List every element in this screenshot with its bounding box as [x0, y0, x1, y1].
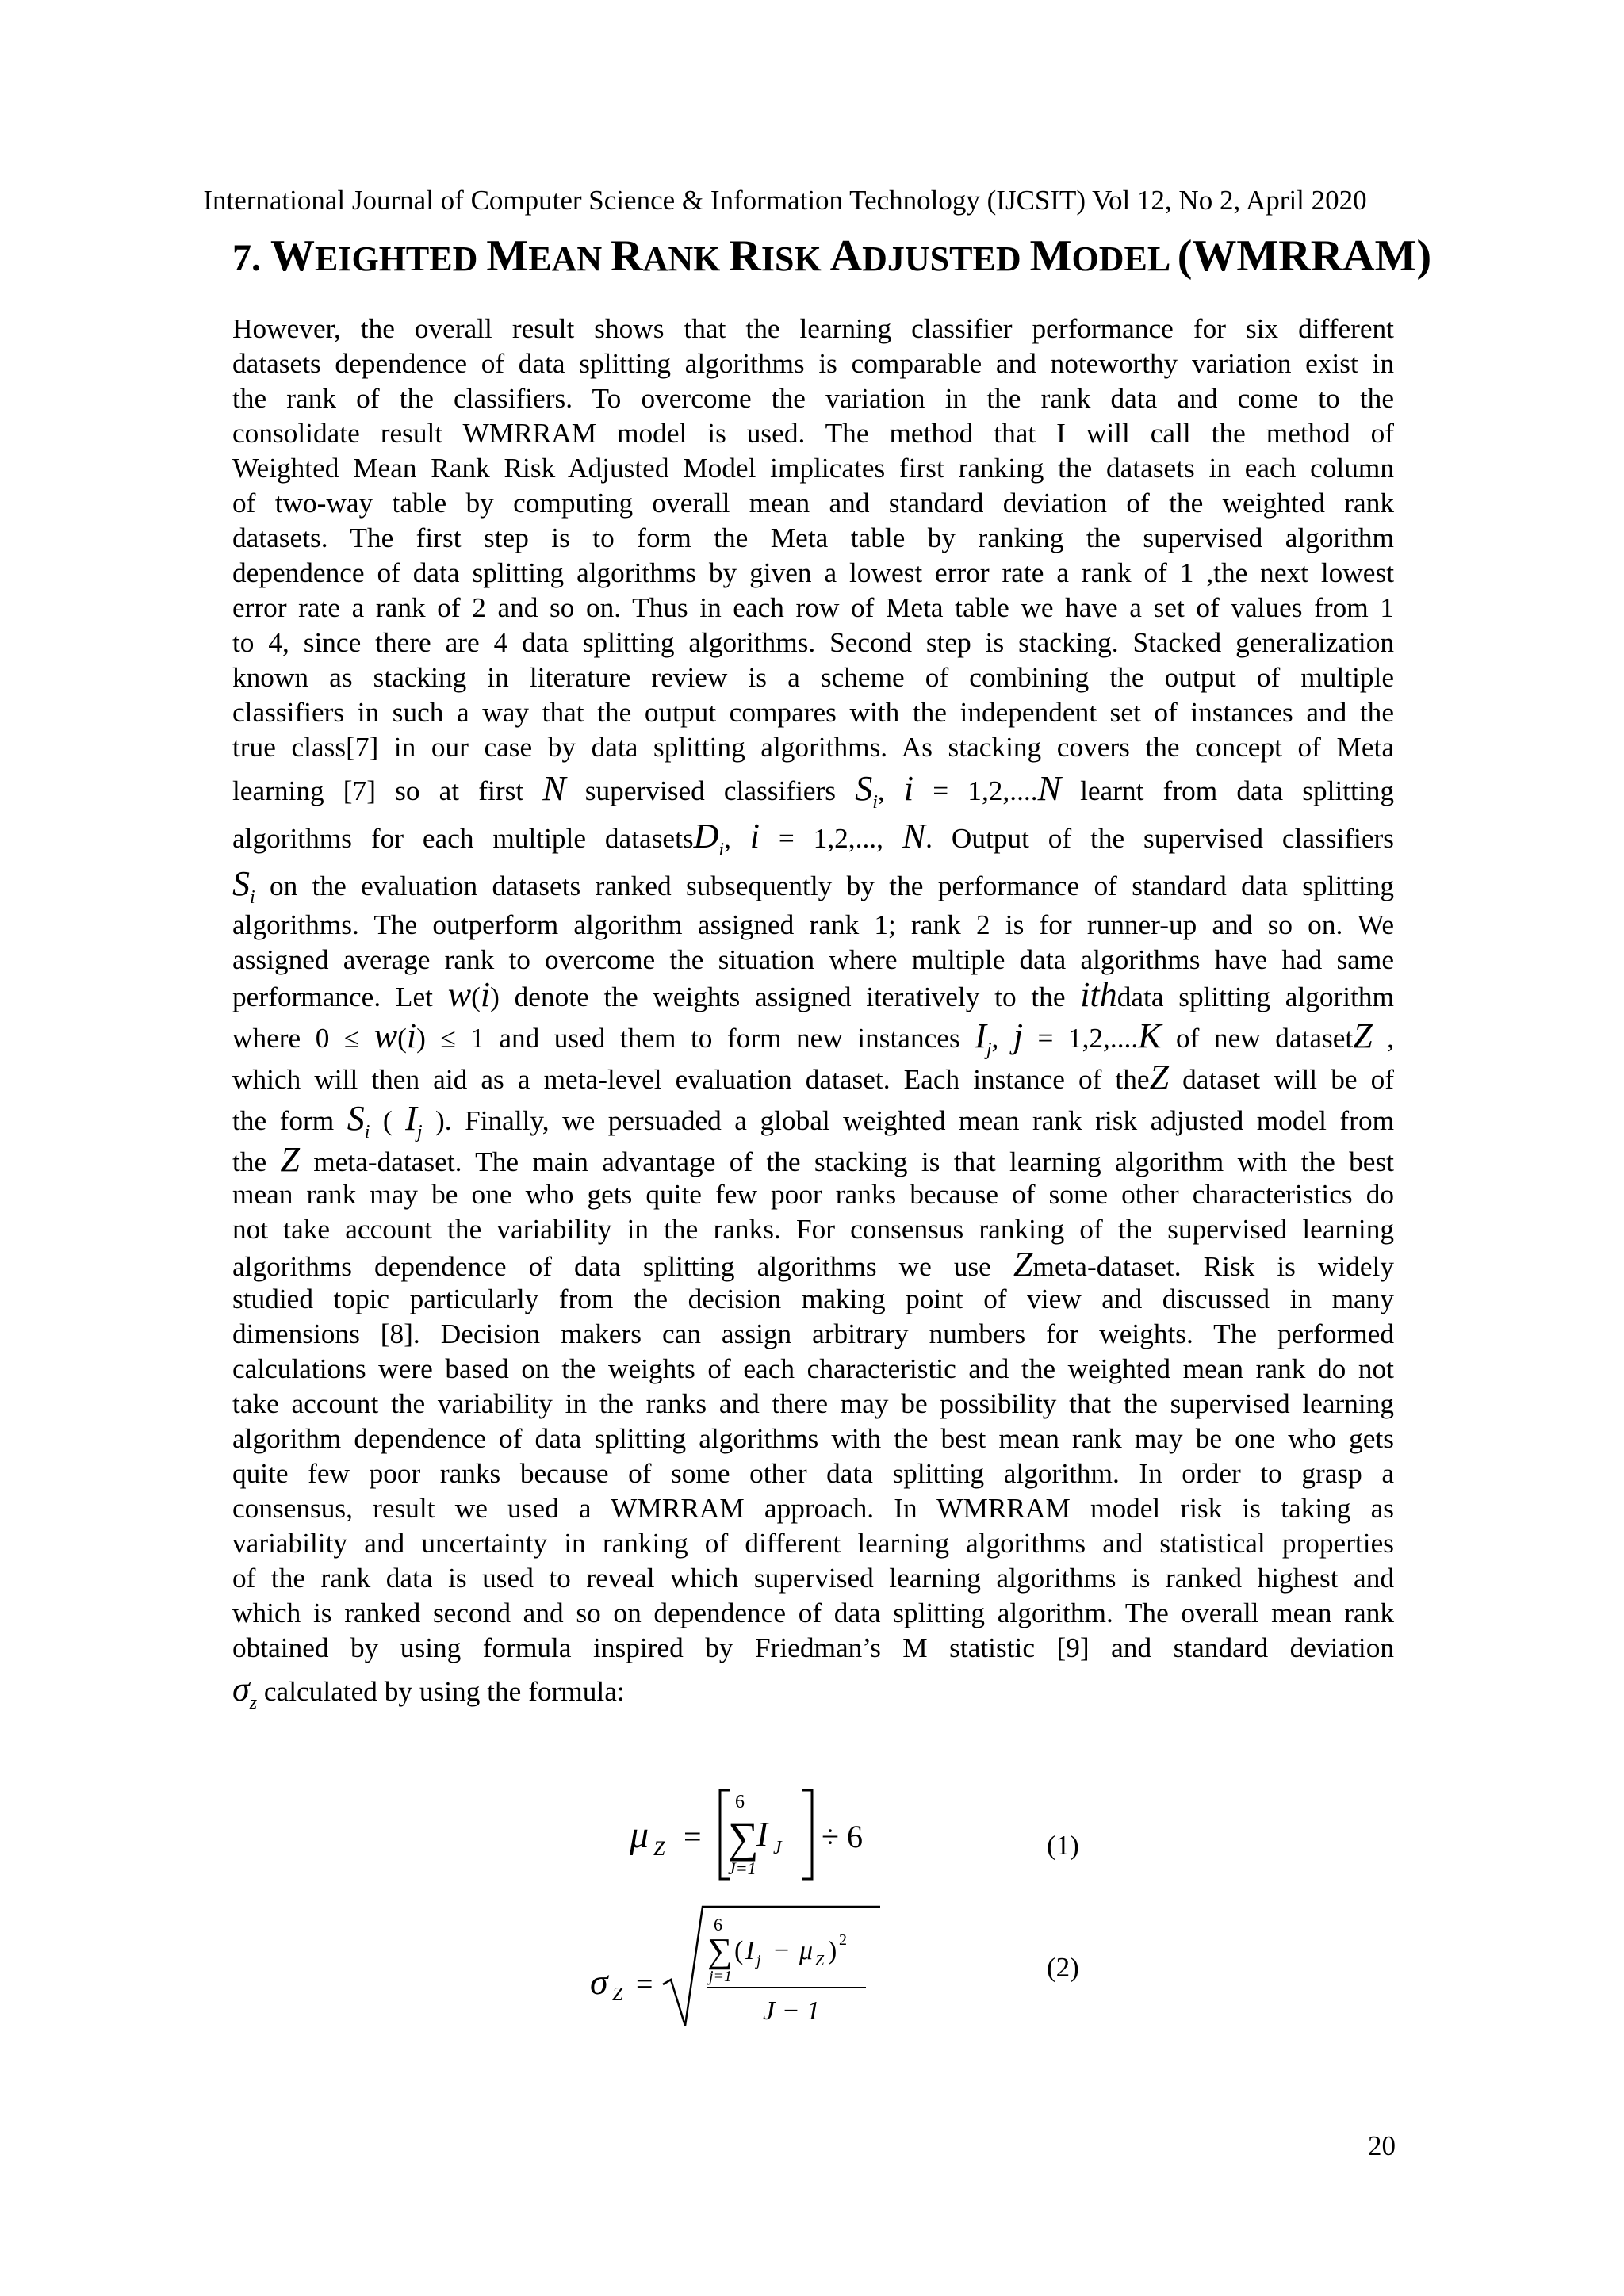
body-line: which is ranked second and so on dependence of data splitting algorithm. The overall mean rank: [232, 1598, 1394, 1628]
eq1-I-sub: J: [773, 1838, 782, 1858]
eq2-sum-bottom: j=1: [709, 1968, 733, 1985]
body-line: mean rank may be one who gets quite few poor ranks because of some other characteristics do: [232, 1179, 1394, 1210]
body-line: to 4, since there are 4 data splitting algorithms. Second step is stacking. Stacked generalization: [232, 627, 1394, 658]
eq2-mu-sub: Z: [815, 1952, 825, 1969]
body-line: consensus, result we used a WMRRAM approach. In WMRRAM model risk is taking as: [232, 1493, 1394, 1524]
body-line: not take account the variability in the ranks. For consensus ranking of the supervised learning: [232, 1214, 1394, 1245]
equation-number-2: (2): [1047, 1952, 1079, 1983]
eq2-open-paren: (: [734, 1936, 744, 1965]
body-line-math: where 0 ≤ w(i) ≤ 1 and used them to form new instances $I_j$, j = 1,2,....K of new datasetZ ,: [232, 1016, 1394, 1060]
body-line: dimensions [8]. Decision makers can assign arbitrary numbers for weights. The performed: [232, 1318, 1394, 1349]
eq2-sum-top: 6: [714, 1915, 722, 1934]
section-title: 7. WEIGHTED MEAN RANK RISK ADJUSTED MODEL (WMRRAM): [232, 232, 1432, 281]
body-line-math: the form $S_i$ ( $I_j$ ). Finally, we persuaded a global weighted mean rank risk adjusted model from: [232, 1099, 1395, 1142]
eq1-mu: μ: [630, 1814, 649, 1856]
eq2-sigma-sub: Z: [612, 1984, 623, 2005]
eq2-square: 2: [839, 1931, 847, 1949]
body-line: of two-way table by computing overall mean and standard deviation of the weighted rank: [232, 488, 1394, 519]
body-paragraph: [232, 312, 1394, 1713]
body-line: variability and uncertainty in ranking of different learning algorithms and statistical properties: [232, 1528, 1394, 1559]
body-line: assigned average rank to overcome the situation where multiple data algorithms have had same: [232, 944, 1394, 975]
equation-std-dev: [587, 1899, 888, 2034]
body-line: datasets. The first step is to form the Meta table by ranking the supervised algorithm: [232, 522, 1394, 553]
body-line-math: learning [7] so at first N supervised classifiers $S_i$, i = 1,2,....N learnt from data splitting: [232, 769, 1394, 813]
body-line: However, the overall result shows that the learning classifier performance for six different: [232, 313, 1394, 344]
eq2-sum-sign: ∑: [707, 1931, 733, 1970]
body-line: error rate a rank of 2 and so on. Thus in each row of Meta table we have a set of values from 1: [232, 592, 1394, 623]
eq2-I-sub: j: [756, 1952, 761, 1969]
body-line: obtained by using formula inspired by Friedman’s M statistic [9] and standard deviation: [232, 1632, 1394, 1663]
eq1-sum-bottom: J=1: [728, 1858, 756, 1878]
body-line-math: the Z meta-dataset. The main advantage of the stacking is that learning algorithm with the best: [232, 1140, 1394, 1179]
eq2-minus: −: [774, 1936, 790, 1965]
body-line: quite few poor ranks because of some other data splitting algorithm. In order to grasp a: [232, 1458, 1394, 1489]
equation-mean-rank: [619, 1776, 904, 1895]
eq2-mu: μ: [799, 1936, 814, 1965]
body-line-math: algorithms for each multiple datasetsD$_i$, i = 1,2,..., N. Output of the supervised classifiers: [232, 817, 1395, 860]
eq2-close-paren: ): [828, 1936, 837, 1965]
body-line-math: performance. Let w(i) denote the weights assigned iteratively to the ithdata splitting algorithm: [232, 975, 1395, 1014]
eq1-right-bracket: [802, 1790, 812, 1879]
body-line: Weighted Mean Rank Risk Adjusted Model implicates first ranking the datasets in each column: [232, 453, 1394, 484]
body-line: studied topic particularly from the decision making point of view and discussed in many: [232, 1284, 1394, 1314]
body-line: calculations were based on the weights of each characteristic and the weighted mean rank do not: [232, 1353, 1394, 1384]
page-number: 20: [1368, 2130, 1396, 2161]
eq1-I: I: [756, 1815, 768, 1854]
body-line-math: $\sigma_z$ calculated by using the formula:: [232, 1670, 625, 1713]
body-line: the rank of the classifiers. To overcome the variation in the rank data and come to the: [232, 383, 1394, 414]
body-line: algorithms. The outperform algorithm assigned rank 1; rank 2 is for runner-up and so on. We: [232, 909, 1394, 940]
body-line-math: $S_i$ on the evaluation datasets ranked subsequently by the performance of standard data splitting: [232, 864, 1395, 908]
eq1-sum-top: 6: [735, 1792, 745, 1812]
body-line: known as stacking in literature review is a scheme of combining the output of multiple: [232, 662, 1394, 693]
eq2-equals: =: [636, 1968, 653, 2001]
body-line-math: algorithms dependence of data splitting algorithms we use Zmeta-dataset. Risk is widely: [232, 1245, 1394, 1284]
eq1-sum-sign: ∑: [728, 1814, 759, 1862]
body-line: consolidate result WMRRAM model is used. The method that I will call the method of: [232, 418, 1394, 449]
body-line: dependence of data splitting algorithms by given a lowest error rate a rank of 1 ,the next lowest: [232, 557, 1394, 588]
eq1-divide: ÷ 6: [822, 1819, 863, 1854]
eq1-mu-sub: Z: [653, 1837, 665, 1860]
equation-number-1: (1): [1047, 1830, 1079, 1861]
eq2-denominator: J − 1: [763, 1996, 821, 2026]
body-line: true class[7] in our case by data splitting algorithms. As stacking covers the concept of Meta: [232, 732, 1394, 763]
body-line: take account the variability in the ranks and there may be possibility that the supervised learning: [232, 1388, 1394, 1419]
eq1-equals: =: [684, 1819, 702, 1854]
running-header: International Journal of Computer Science & Information Technology (IJCSIT) Vol 12, No 2, April 2020: [203, 185, 1367, 216]
body-line-math: which will then aid as a meta-level evaluation dataset. Each instance of theZ dataset will be of: [232, 1058, 1394, 1096]
body-line: of the rank data is used to reveal which supervised learning algorithms is ranked highest and: [232, 1563, 1394, 1594]
eq2-sigma: σ: [590, 1961, 608, 2002]
eq2-I: I: [745, 1936, 755, 1965]
body-line: algorithm dependence of data splitting algorithms with the best mean rank may be one who gets: [232, 1423, 1394, 1454]
body-line: classifiers in such a way that the output compares with the independent set of instances and the: [232, 697, 1394, 728]
body-line: datasets dependence of data splitting algorithms is comparable and noteworthy variation exist in: [232, 348, 1394, 379]
